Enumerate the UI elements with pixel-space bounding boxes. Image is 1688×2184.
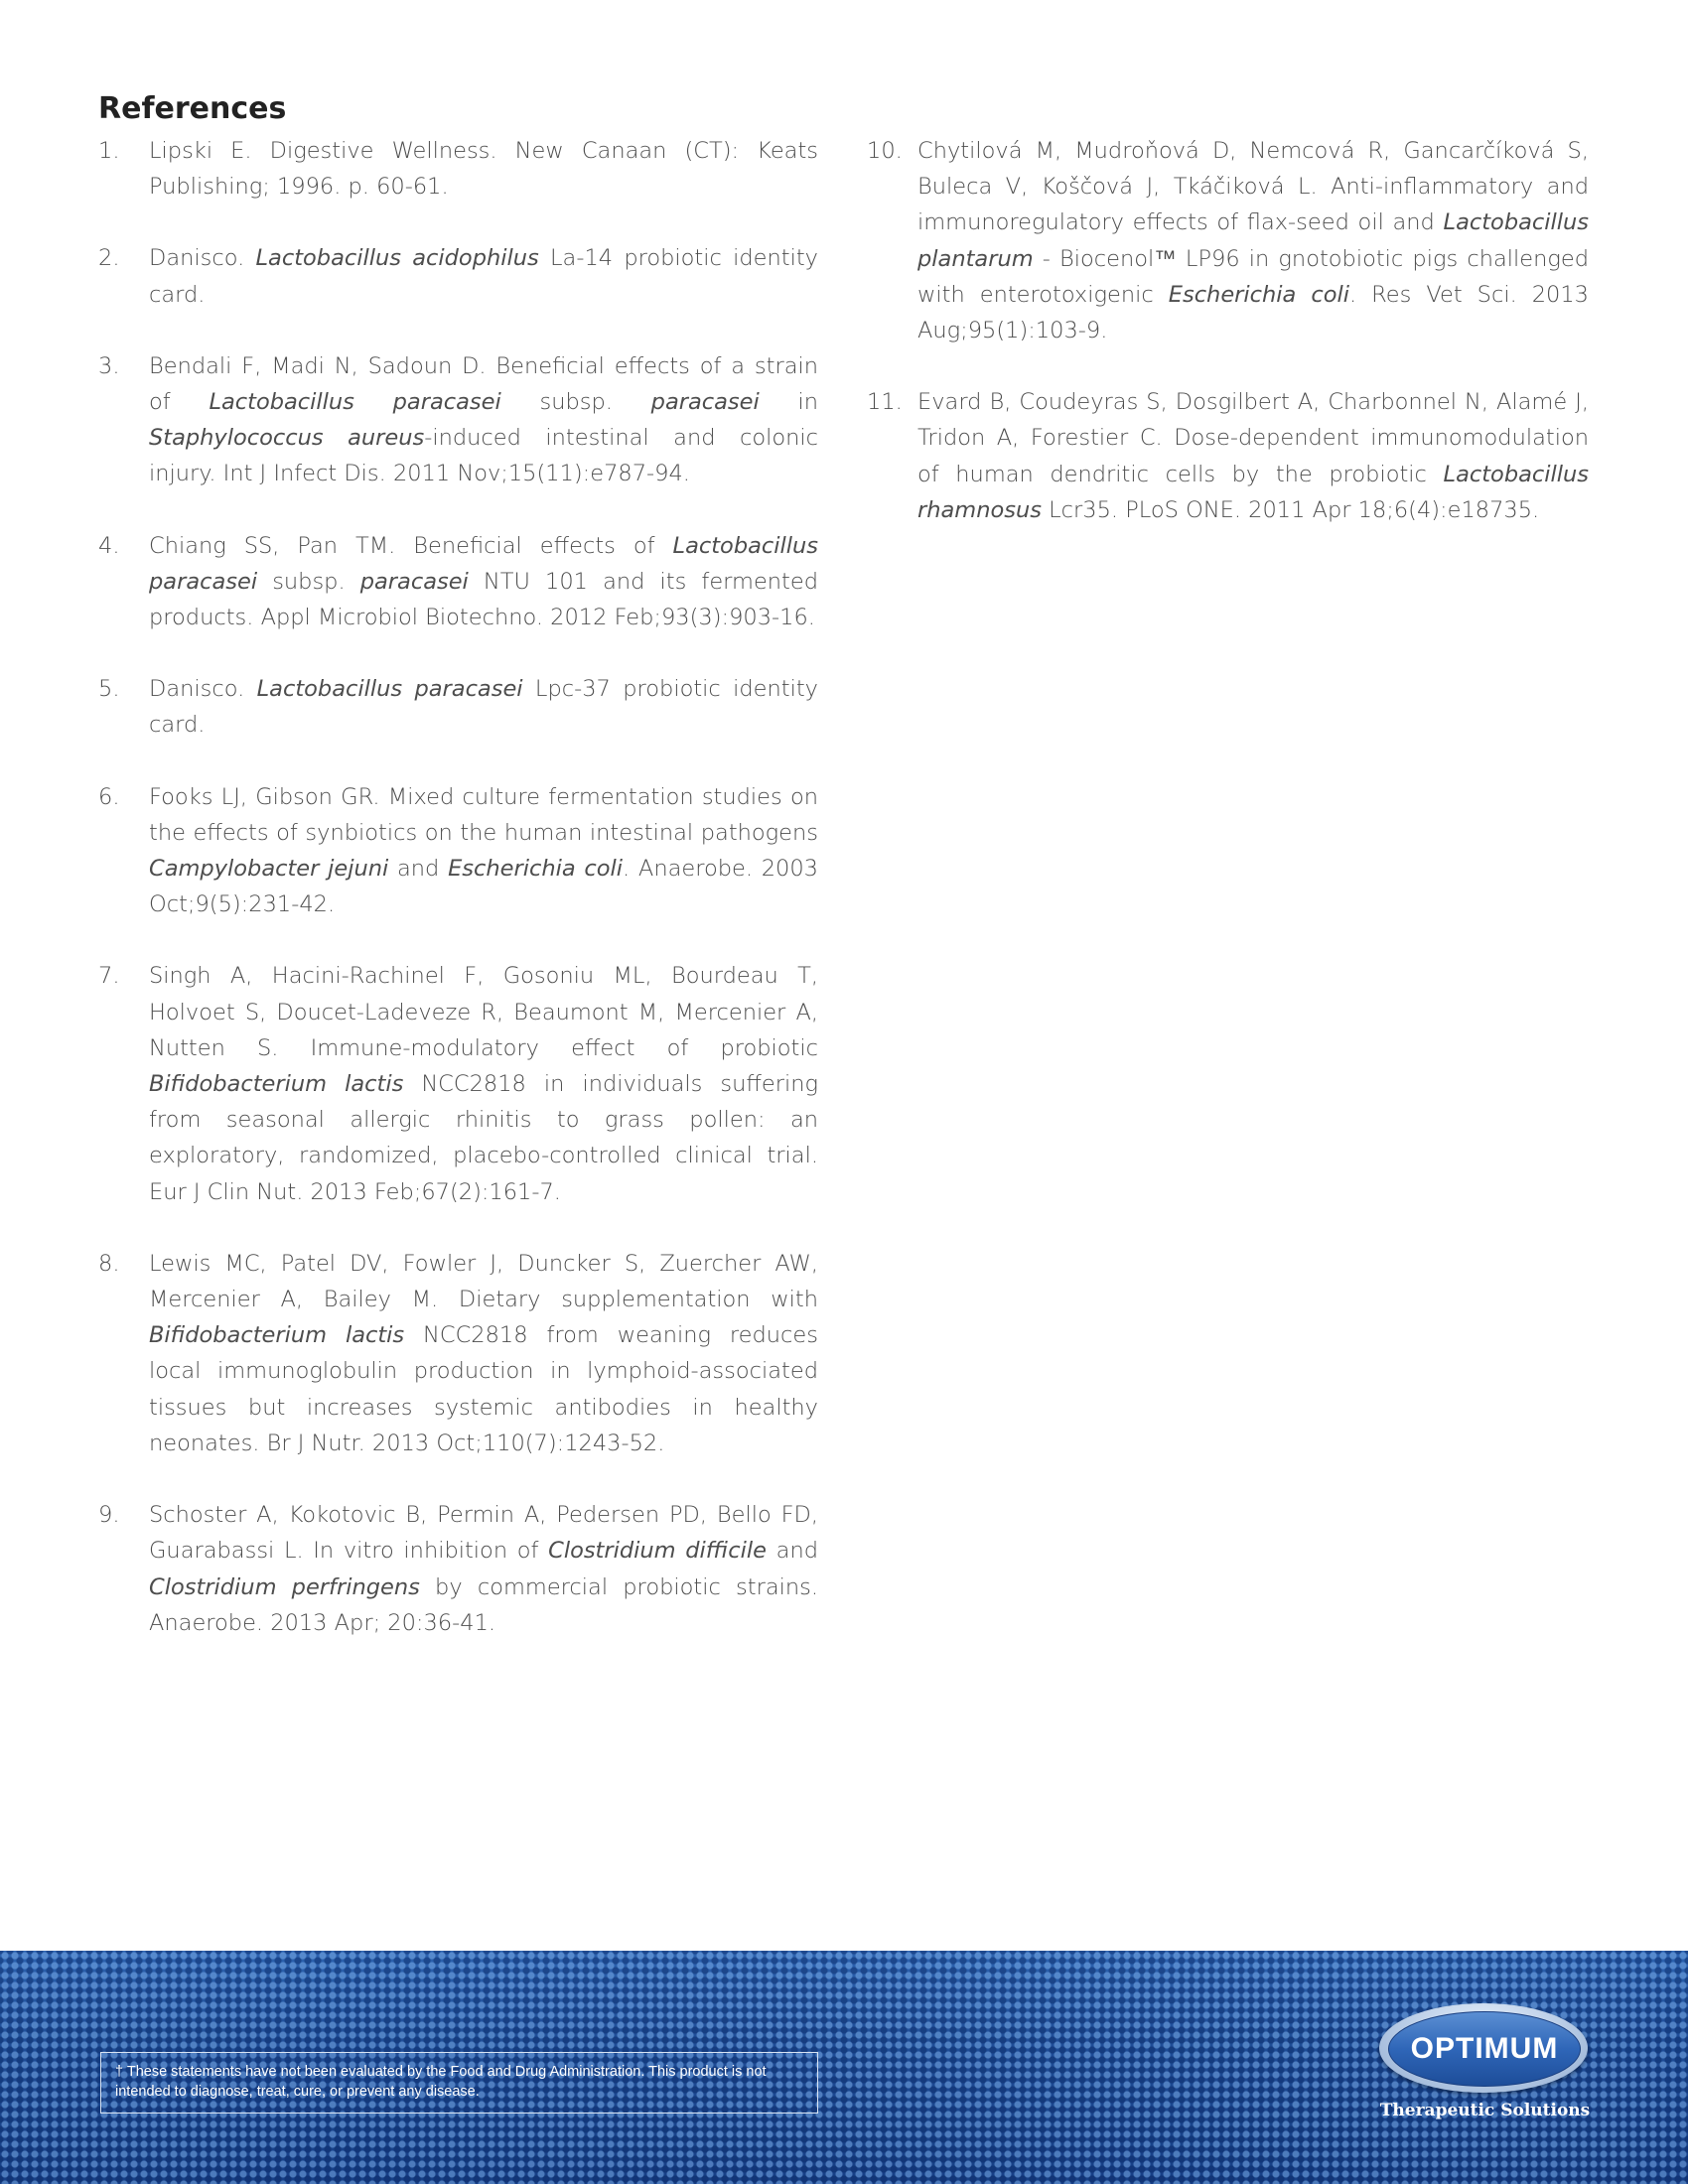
reference-number: 7. <box>98 963 120 990</box>
reference-text-italic: Lactobacillus rhamnosus <box>917 461 1589 523</box>
reference-text-italic: Escherichia coli <box>448 856 624 883</box>
reference-text-italic: Lactobacillus acidophilus <box>255 245 539 272</box>
reference-text: -induced intestinal and colonic injury. Int J Infect Dis. 2011 Nov;15(11):e787-94. <box>149 425 819 487</box>
fda-disclaimer: † These statements have not been evaluated by the Food and Drug Administration. This product is not intended to diagnose, treat, cure, or prevent any disease. <box>100 2052 818 2114</box>
reference-item <box>98 671 818 743</box>
reference-text: NCC2818 in individuals suffering from seasonal allergic rhinitis to grass pollen: an exploratory, randomized, placebo-controlled clinical trial. Eur J Clin Nut. 2013 Feb;67(2):161-7. <box>149 1071 819 1205</box>
logo-tagline: Therapeutic Solutions <box>1379 2101 1591 2120</box>
reference-text-italic: Lactobacillus plantarum <box>917 209 1589 272</box>
references-left-column <box>98 133 818 1677</box>
reference-text-italic: Bifidobacterium lactis <box>149 1071 404 1098</box>
reference-text: Singh A, Hacini-Rachinel F, Gosoniu ML, Bourdeau T, Holvoet S, Doucet-Ladeveze R, Beaumont M, Mercenier A, Nutten S. Immune-modulatory effect of probiotic <box>149 963 818 1061</box>
reference-item <box>98 1497 818 1641</box>
reference-text-italic: paracasei <box>359 568 469 595</box>
reference-text: . Anaerobe. 2003 Oct;9(5):231-42. <box>149 856 819 918</box>
reference-text: Fooks LJ, Gibson GR. Mixed culture fermentation studies on the effects of synbiotics on the human intestinal pathogens <box>149 783 818 846</box>
reference-text: by commercial probiotic strains. Anaerobe. 2013 Apr; 20:36-41. <box>149 1573 818 1636</box>
reference-text: . Res Vet Sci. 2013 Aug;95(1):103-9. <box>917 281 1589 344</box>
reference-item <box>98 348 818 492</box>
reference-text: NCC2818 from weaning reduces local immunoglobulin production in lymphoid-associated tissues but increases systemic antibodies in healthy neonates. Br J Nutr. 2013 Oct;110(7):1243-52. <box>149 1322 818 1456</box>
logo-wordmark: OPTIMUM <box>1388 2011 1581 2087</box>
reference-text-italic: Lactobacillus paracasei <box>149 532 818 595</box>
reference-text-italic: Lactobacillus paracasei <box>209 389 501 416</box>
reference-text: - Biocenol™ LP96 in gnotobiotic pigs challenged with enterotoxigenic <box>917 245 1589 308</box>
reference-item <box>98 1246 818 1461</box>
reference-number: 6. <box>98 783 120 810</box>
reference-text: Chytilová M, Mudroňová D, Nemcová R, Gancarčíková S, Buleca V, Koščová J, Tkáčiková L. Anti-inflammatory and immunoregulatory effects of flax-seed oil and <box>917 138 1589 236</box>
reference-text-italic: Bifidobacterium lactis <box>149 1322 405 1349</box>
reference-text: Lcr35. PLoS ONE. 2011 Apr 18;6(4):e18735. <box>1041 496 1540 523</box>
page-title: References <box>98 91 287 126</box>
reference-text: in <box>759 389 819 416</box>
reference-item <box>98 779 818 923</box>
reference-number: 8. <box>98 1250 120 1277</box>
reference-text: Danisco. <box>149 245 256 272</box>
reference-number: 9. <box>98 1502 120 1529</box>
reference-text: NTU 101 and its fermented products. Appl Microbiol Biotechno. 2012 Feb;93(3):903-16. <box>149 568 818 631</box>
reference-number: 4. <box>98 532 120 559</box>
optimum-logo <box>1377 2003 1593 2122</box>
reference-text: Schoster A, Kokotovic B, Permin A, Pedersen PD, Bello FD, Guarabassi L. In vitro inhibition of <box>149 1502 818 1565</box>
reference-text: subsp. <box>500 389 651 416</box>
reference-text: Danisco. <box>149 676 257 703</box>
reference-text-italic: Clostridium difficile <box>548 1538 767 1565</box>
reference-text: Lpc-37 probiotic identity card. <box>149 676 818 739</box>
reference-text: La-14 probiotic identity card. <box>149 245 818 308</box>
reference-number: 5. <box>98 676 120 703</box>
references-right-column <box>867 133 1589 564</box>
logo-oval-badge <box>1379 2003 1588 2093</box>
reference-item <box>867 384 1589 528</box>
reference-text-italic: Staphylococcus aureus <box>149 425 425 452</box>
reference-text: Chiang SS, Pan TM. Beneficial effects of <box>149 532 673 559</box>
reference-number: 11. <box>867 389 903 416</box>
reference-text: Lewis MC, Patel DV, Fowler J, Duncker S, Zuercher AW, Mercenier A, Bailey M. Dietary supplementation with <box>149 1250 818 1313</box>
reference-text: Bendali F, Madi N, Sadoun D. Beneficial effects of a strain of <box>149 352 818 416</box>
reference-text: Lipski E. Digestive Wellness. New Canaan (CT): Keats Publishing; 1996. p. 60-61. <box>149 138 818 201</box>
reference-text-italic: Campylobacter jejuni <box>149 856 389 883</box>
reference-text: and <box>388 856 449 883</box>
reference-text-italic: paracasei <box>650 389 760 416</box>
reference-text-italic: Escherichia coli <box>1168 281 1349 308</box>
reference-text: subsp. <box>257 568 360 595</box>
reference-item <box>98 528 818 636</box>
reference-item <box>98 958 818 1209</box>
reference-number: 3. <box>98 352 120 379</box>
reference-number: 2. <box>98 245 120 272</box>
reference-text: Evard B, Coudeyras S, Dosgilbert A, Charbonnel N, Alamé J, Tridon A, Forestier C. Dose-dependent immunomodulation of human dendritic cells by the probiotic <box>917 389 1589 487</box>
reference-number: 1. <box>98 138 120 164</box>
reference-item <box>867 133 1589 348</box>
reference-item <box>98 133 818 205</box>
reference-text-italic: Clostridium perfringens <box>149 1573 420 1600</box>
reference-number: 10. <box>867 138 903 164</box>
reference-text: and <box>767 1538 818 1565</box>
reference-text-italic: Lactobacillus paracasei <box>256 676 523 703</box>
reference-item <box>98 240 818 312</box>
